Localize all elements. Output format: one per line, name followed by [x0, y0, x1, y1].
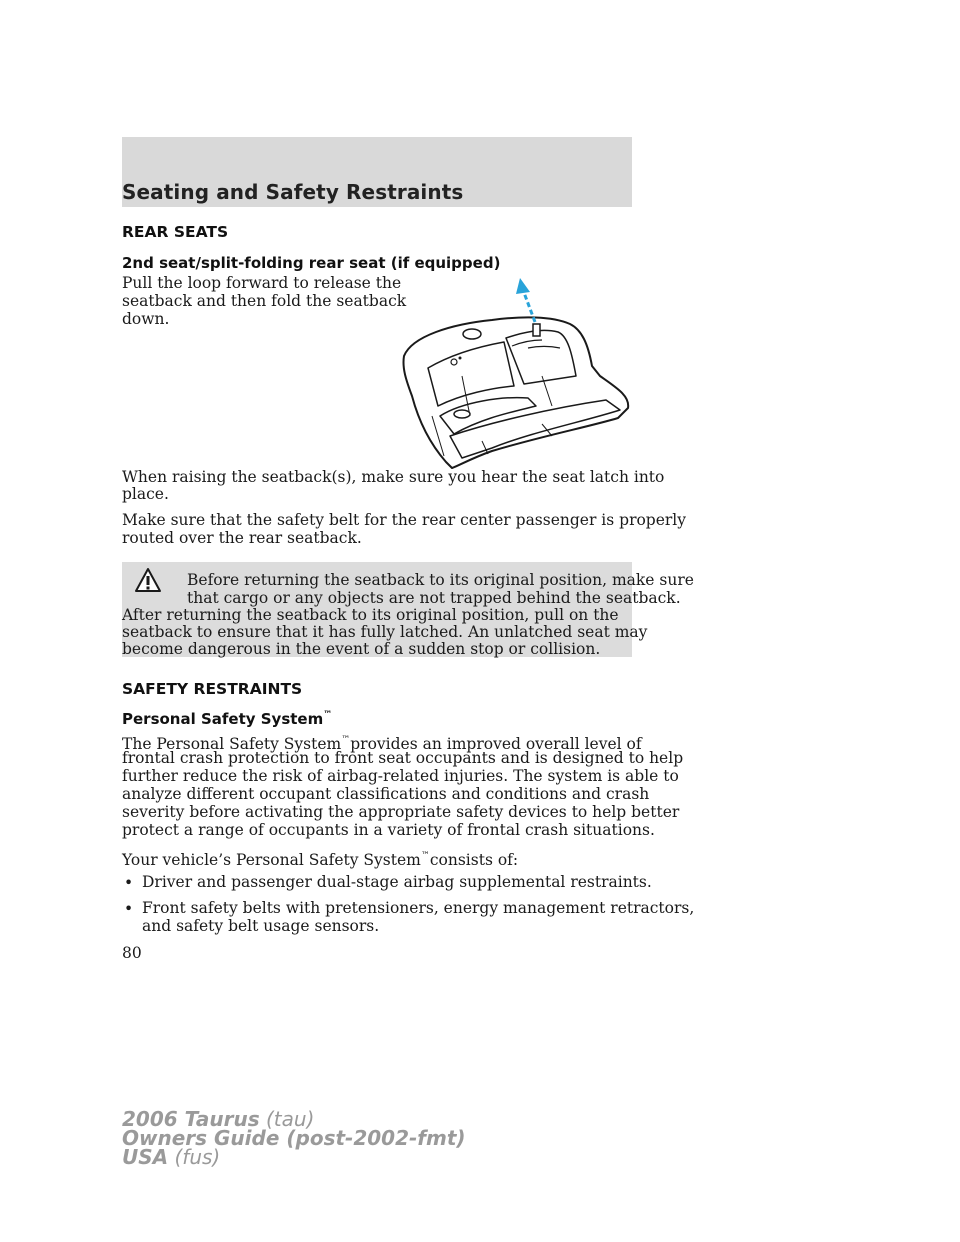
personal-safety-label: Personal Safety System	[122, 710, 324, 728]
footer-metadata	[122, 1107, 466, 1169]
pss-para-line-5: severity before activating the appropriate safety devices to help better	[122, 803, 680, 821]
footer-line-3	[122, 1145, 466, 1169]
footer-model-code: (tau)	[259, 1107, 315, 1131]
page-number: 80	[122, 944, 142, 962]
split-folding-subheading: 2nd seat/split-folding rear seat (if equipped)	[122, 254, 501, 272]
pss-para-line-2: frontal crash protection to front seat occupants and is designed to help	[122, 749, 684, 767]
intro-line-3: down.	[122, 310, 170, 328]
trademark-mark: ™	[420, 851, 430, 861]
section-title: Seating and Safety Restraints	[122, 180, 464, 204]
rear-seats-heading: REAR SEATS	[122, 223, 229, 241]
warning-line-2: that cargo or any objects are not trapped behind the seatback.	[187, 589, 681, 607]
pss-para-line-3: further reduce the risk of airbag-related injuries. The system is able to	[122, 767, 679, 785]
raise-line-1: When raising the seatback(s), make sure you hear the seat latch into	[122, 468, 665, 486]
consists-a: Your vehicle’s Personal Safety System	[122, 851, 421, 869]
footer-model: 2006 Taurus	[122, 1107, 260, 1131]
bullet-2-line-1: Front safety belts with pretensioners, energy management retractors,	[142, 899, 695, 917]
pss-para-first-b: provides an improved overall level of	[350, 735, 642, 753]
pss-para-line-6: protect a range of occupants in a variety of frontal crash situations.	[122, 821, 655, 839]
personal-safety-subheading	[122, 710, 332, 728]
rear-seat-illustration	[392, 276, 632, 476]
warning-line-1: Before returning the seatback to its original position, make sure	[187, 571, 694, 589]
warning-triangle-icon	[134, 567, 162, 593]
consists-of-line	[122, 848, 518, 870]
trademark-mark: ™	[323, 710, 333, 720]
belt-line-1: Make sure that the safety belt for the rear center passenger is properly	[122, 511, 687, 529]
trademark-mark: ™	[341, 735, 351, 745]
pss-para-line-4: analyze different occupant classifications and conditions and crash	[122, 785, 650, 803]
pss-para-first-a: The Personal Safety System	[122, 735, 342, 753]
consists-b: consists of:	[429, 851, 519, 869]
bullet-1-line-1: Driver and passenger dual-stage airbag supplemental restraints.	[142, 873, 652, 891]
safety-restraints-heading: SAFETY RESTRAINTS	[122, 680, 303, 698]
raise-line-2: place.	[122, 485, 169, 503]
warning-line-5: become dangerous in the event of a sudden stop or collision.	[122, 640, 601, 658]
warning-line-3: After returning the seatback to its original position, pull on the	[122, 606, 619, 624]
footer-market-code: (fus)	[168, 1145, 221, 1169]
belt-line-2: routed over the rear seatback.	[122, 529, 362, 547]
intro-line-2: seatback and then fold the seatback	[122, 292, 407, 310]
bullet-marker: •	[124, 900, 134, 918]
footer-guide: Owners Guide (post-2002-fmt)	[122, 1126, 466, 1150]
footer-market: USA	[122, 1145, 169, 1169]
intro-line-1: Pull the loop forward to release the	[122, 274, 402, 292]
warning-line-4: seatback to ensure that it has fully latched. An unlatched seat may	[122, 623, 648, 641]
bullet-2-line-2: and safety belt usage sensors.	[142, 917, 380, 935]
bullet-marker: •	[124, 874, 134, 892]
